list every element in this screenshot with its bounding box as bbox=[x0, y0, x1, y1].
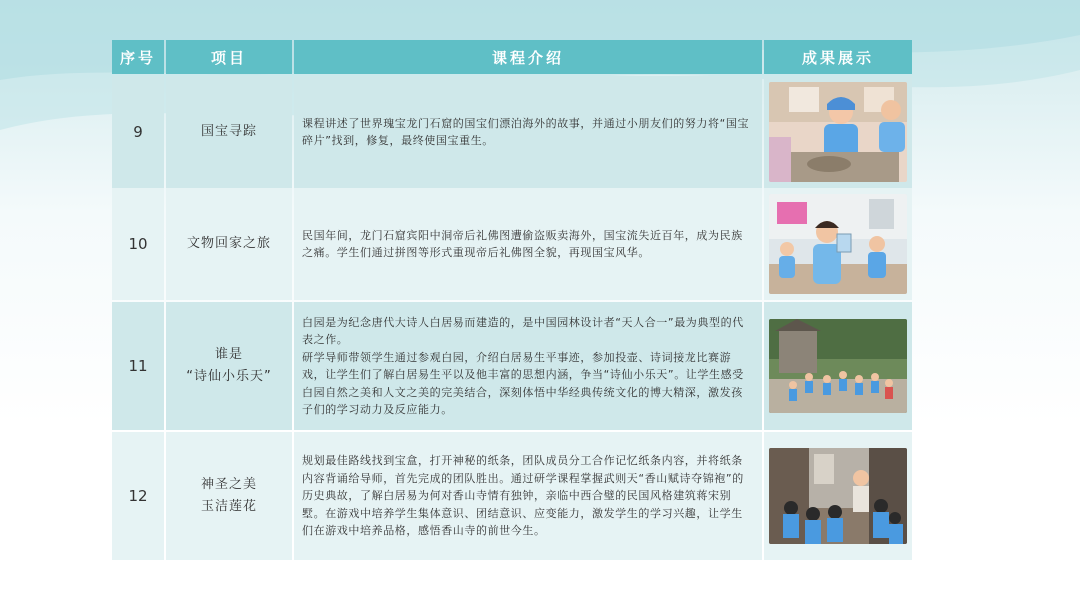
row-result bbox=[764, 76, 912, 188]
project-line: 文物回家之旅 bbox=[186, 236, 271, 251]
row-description bbox=[294, 302, 762, 430]
project-line: 谁是 bbox=[214, 347, 243, 362]
project-line: 国宝寻踪 bbox=[200, 124, 257, 139]
description-paragraph: 课程讲述了世界瑰宝龙门石窟的国宝们漂泊海外的故事，并通过小朋友们的努力将“国宝碎片”找到，修复，最终使国宝重生。 bbox=[302, 116, 750, 147]
row-number: 9 bbox=[112, 76, 164, 188]
description-paragraph: 白园是为纪念唐代大诗人白居易而建造的，是中国园林设计者“天人合一”最为典型的代表之作。 bbox=[302, 315, 744, 346]
project-line: “诗仙小乐天” bbox=[186, 369, 272, 384]
description-paragraph: 研学导师带领学生通过参观白园，介绍白居易生平事迹，参加投壶、诗词接龙比赛游戏，让学生们了解白居易生平以及他丰富的思想内涵，争当“诗仙小乐天”。让学生感受白园自然之美和人文之美的完美结合，深刻体悟中华经典传统文化的博大精深，激发孩子们的学习动力及反应能力。 bbox=[302, 350, 744, 416]
row-description bbox=[294, 76, 762, 188]
header-no: 序号 bbox=[112, 40, 164, 74]
row-description bbox=[294, 188, 762, 300]
table-row bbox=[112, 432, 908, 560]
description-paragraph: 民国年间，龙门石窟宾阳中洞帝后礼佛图遭偷盗贩卖海外，国宝流失近百年，成为民族之痛。学生们通过拼图等形式重现帝后礼佛图全貌，再现国宝风华。 bbox=[302, 228, 743, 259]
header-project: 项目 bbox=[166, 40, 292, 74]
photo-girl-holding-puzzle-icon bbox=[769, 194, 907, 294]
project-line: 玉洁莲花 bbox=[200, 499, 257, 514]
photo-students-in-garden-icon bbox=[769, 319, 907, 413]
row-project bbox=[166, 76, 292, 188]
description-paragraph: 规划最佳路线找到宝盒，打开神秘的纸条，团队成员分工合作记忆纸条内容，并将纸条内容背诵给导师，首先完成的团队胜出。通过研学课程掌握武则天“香山赋诗夺锦袍”的历史典故，了解白居易为何对香山寺情有独钟，亲临中西合璧的民国风格建筑蒋宋别墅。在游戏中培养学生集体意识、团结意识、应变能力，激发学生的学习兴趣，让学生们在游戏中培养品格，感悟香山寺的前世今生。 bbox=[302, 454, 744, 538]
row-description bbox=[294, 432, 762, 560]
header-result: 成果展示 bbox=[764, 40, 912, 74]
header-description: 课程介绍 bbox=[294, 40, 762, 74]
row-number: 10 bbox=[112, 188, 164, 300]
row-number: 12 bbox=[112, 432, 164, 560]
row-project bbox=[166, 188, 292, 300]
photo-students-at-villa-icon bbox=[769, 448, 907, 544]
course-table bbox=[112, 40, 908, 562]
table-row bbox=[112, 188, 908, 300]
table-header bbox=[112, 40, 908, 74]
table-row bbox=[112, 302, 908, 430]
row-result bbox=[764, 188, 912, 300]
project-line: 神圣之美 bbox=[200, 477, 257, 492]
table-row bbox=[112, 76, 908, 186]
row-number: 11 bbox=[112, 302, 164, 430]
row-result bbox=[764, 432, 912, 560]
row-project bbox=[166, 432, 292, 560]
photo-children-restoring-artifacts-icon bbox=[769, 82, 907, 182]
row-result bbox=[764, 302, 912, 430]
row-project bbox=[166, 302, 292, 430]
